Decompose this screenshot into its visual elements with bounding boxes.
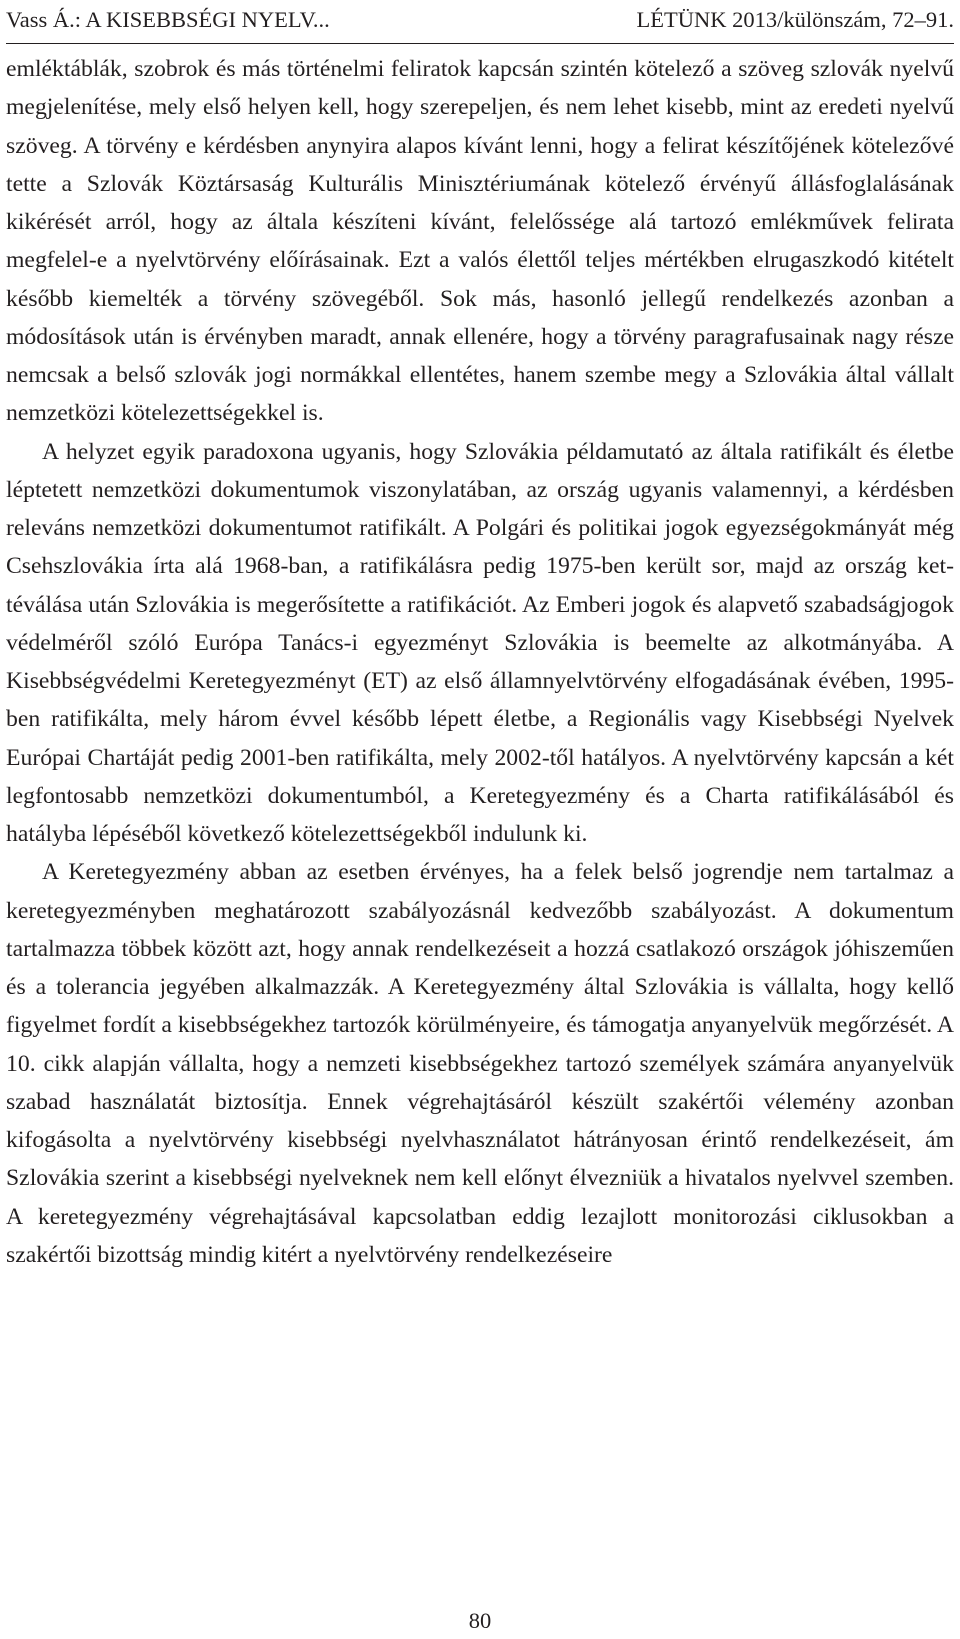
paragraph-continued: emléktáblák, szobrok és más történelmi feliratok kapcsán szintén kötelező a szöveg szlovák nyelvű megjelenítése, mely első helyen kell, hogy szerepeljen, és nem lehet kisebb, mint az eredeti nyelvű szöveg. A törvény e kérdésben anynyira alapos kívánt lenni, hogy a felirat készítőjének kötelezővé tette a Szlovák Köztársaság Kulturális Minisztériumának kötelező érvényű állásfoglalásának kikérését arról, hogy az általa készíteni kívánt, felelőssége alá tartozó emlékművek felirata megfelel-e a nyelvtörvény előírásainak. Ezt a valós élettől teljes mértékben elrugaszkodó kitételt később kiemelték a törvény szövegéből. Sok más, hasonló jellegű rendelkezés azonban a módosítások után is érvényben maradt, annak ellenére, hogy a törvény paragrafusainak nagy része nemcsak a belső szlovák jogi normákkal ellentétes, hanem szembe megy a Szlovákia által vállalt nemzetközi kötelezettségekkel is. bbox=[6, 56, 954, 427]
running-header-journal: LÉTÜNK 2013/különszám, 72–91. bbox=[636, 7, 954, 32]
running-header bbox=[6, 0, 954, 40]
paragraph: A Keretegyezmény abban az esetben érvényes, ha a felek belső jogrendje nem tartalmaz a keretegyezményben meghatározott szabályozásnál kedvezőbb szabályozást. A dokumentum tartalmazza többek között azt, hogy annak rendelkezéseit a hozzá csatlakozó országok jóhiszeműen és a tolerancia jegyében alkalmazzák. A Keretegyezmény által Szlovákia is vállalta, hogy kellő figyelmet fordít a kisebbségekhez tartozók körülményeire, és támogatja anyanyelvük megőrzését. A 10. cikk alapján vállalta, hogy a nemzeti kisebbségekhez tartozó személyek számára anyanyelvük szabad használatát biztosítja. Ennek végrehajtásáról készült szakértői vélemény azonban kifogásolta a nyelvtörvény kisebbségi nyelvhasználatot hátrányosan érintő rendelkezéseit, ám Szlovákia szerint a kisebbségi nyelveknek nem kell előnyt élvezniük a hivatalos nyelvvel szemben. A keretegyezmény végrehajtásával kapcsolatban eddig lezajlott monitorozási ciklusokban a szakértői bizottság mindig kitért a nyelvtörvény rendelkezéseire bbox=[6, 859, 954, 1268]
article-body bbox=[6, 50, 954, 1274]
page-number: 80 bbox=[468, 1608, 492, 1633]
paragraph: A helyzet egyik paradoxona ugyanis, hogy Szlovákia példamutató az általa ratifikált és életbe léptetett nemzetközi dokumentumok viszonylatában, az ország ugyanis valamennyi, a kérdésben releváns nemzetközi dokumentumot ratifikált. A Polgári és politikai jogok egyezségokmányát még Csehszlovákia írta alá 1968-ban, a ratifikálásra pedig 1975-ben került sor, majd az ország kettéválása után Szlovákia is megerősítette a ratifikációt. Az Emberi jogok és alapvető szabadságjogok védelméről szóló Európa Tanács-i egyezményt Szlovákia is beemelte az alkotmányába. A Kisebbségvédelmi Keretegyezményt (ET) az első államnyelvtörvény elfogadásának évében, 1995-ben ratifikálta, mely három évvel később lépett életbe, a Regionális vagy Kisebbségi Nyelvek Európai Chartáját pedig 2001-ben ratifikálta, mely 2002-től hatályos. A nyelvtörvény kapcsán a két legfontosabb nemzetközi dokumentumból, a Keretegyezmény és a Charta ratifikálásából és hatályba lépéséből következő kötelezettségekből indulunk ki. bbox=[6, 438, 954, 847]
header-rule bbox=[6, 43, 954, 44]
running-header-author-title: Vass Á.: A KISEBBSÉGI NYELV... bbox=[6, 7, 330, 32]
